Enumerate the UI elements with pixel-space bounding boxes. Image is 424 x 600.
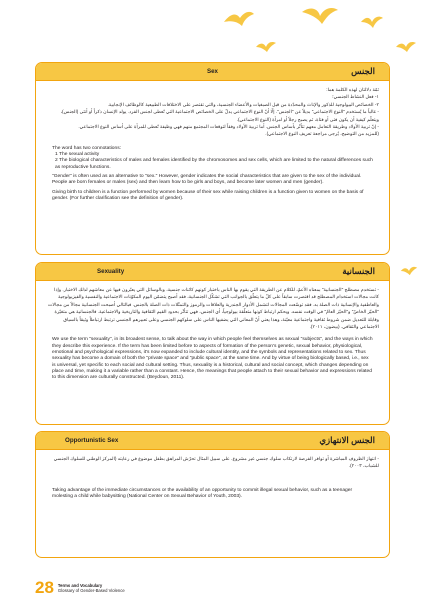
- bird-silhouette-icon: [395, 40, 417, 54]
- arabic-definition: [36, 450, 389, 484]
- english-definition: [36, 142, 389, 211]
- footer-title-block: [58, 583, 125, 593]
- term-title-ar: الجنس الانتهازي: [319, 435, 375, 445]
- arabic-line: ٢- الخصائص البيولوجية للذكور والإناث والمحدّدة من قبل الصبغيات والأعضاء الجنسية، والتي تقتصر على الاختلافات الطبيعية كالوظائف الإنجابية.: [107, 101, 379, 107]
- page-number: 28: [35, 578, 54, 597]
- definition-card-opportunistic-sex: [35, 431, 390, 558]
- card-header: [36, 63, 389, 81]
- definition-card-sex: [35, 62, 390, 255]
- card-header: [36, 263, 389, 281]
- english-intro: The word has two connotations:: [52, 145, 122, 151]
- english-paragraph: "Gender" is often used as an alternative to "sex." However, gender indicates the social characteristics that are given to the sex of the individual. People are born females or males (sex) and then learn how to be girls and boys, and become later women and men (gender).: [52, 174, 362, 186]
- card-header: [36, 432, 389, 450]
- arabic-line: ١- فعل النشاط الجنسي؛: [332, 94, 379, 100]
- definition-card-sexuality: [35, 262, 390, 425]
- english-paragraph: We use the term "sexuality", in its broadest sense, to talk about the way in which people feel themselves as sexual "subjects", and the ways in which they describe this experience. If the term has been limited before to aspects of formation of the person's genetic, sexual behavior, physiological, emotional and psychological expressions, it's now expanded to include cultural identity, and the symbols and representations related to sex. Thus sexuality has become a domain of both the "private space" and "public space", at the same time. And by virtue of being biologically based, i.e., sex is universal, yet specific to each social and cultural setting. Thus, sexuality is a historical, cultural and social concept, which changes depending on place and time, making it a variable rather than a constant. Hence, the meanings that people attach to their sexual behavior and expressions related to this dimension are culturally constructed. (Beydoun, 2011).: [52, 337, 373, 381]
- bird-silhouette-icon: [400, 265, 418, 277]
- bird-silhouette-icon: [300, 4, 340, 26]
- bird-silhouette-icon: [360, 14, 384, 30]
- arabic-line: - غالباً ما يُستخدم "النوع الاجتماعي" بديلاً عن "الجنس". إلّا أنّ النوع الاجتماعي يدلّ على الخصائص الاجتماعية التي تُعطى لجنس الفرد. يولد الإنسان ذكراً أو أنثى (الجنس)، ويتعلّم كيفية أن يكون فتى أو فتاة، ثم يصبح رجلاً أو امرأة (النوع الاجتماعي).: [60, 109, 379, 122]
- footer-subtitle: Glossary of Gender-Based Violence: [57, 588, 125, 593]
- arabic-line: - إنّ تربية الأولاد وطريقة التعامل معهم تتأثّر بأساس الجنس. أما تربية الأولاد وفقاً لتوقعات المجتمع منهم فهي وظيفة تُعطى للمرأة على أساس النوع الاجتماعي.: [78, 124, 379, 130]
- term-title-ar: الجنسانية: [342, 266, 375, 276]
- arabic-definition: [36, 281, 389, 334]
- page-footer: [35, 580, 125, 596]
- english-paragraph: Taking advantage of the immediate circumstances or the availability of an opportunity to commit illegal sexual behavior, such as a teenager molesting a child while babysitting (National Center on Sexual Behavior of Youth, 2003).: [52, 487, 353, 500]
- term-title-en: Sex: [206, 68, 218, 75]
- arabic-paragraph: - انتهاز الظروف المباشرة أو توافر الفرصة لارتكاب سلوك جنسي غير مشروع. على سبيل المثال تحرّش المراهق بطفل موضوع في رعايته (المركز الوطني للسلوك الجنسي للشباب، ٢٠٠٣).: [53, 456, 379, 469]
- term-title-en: Opportunistic Sex: [65, 437, 119, 444]
- english-list-item: 1 The sexual activity: [55, 152, 100, 158]
- english-definition: [36, 484, 389, 510]
- arabic-paragraph: - تستخدم مصطلح "الجنسانية" بمعناه الأعمّ، للكلام عن الطريقة التي يقوم بها الناس باختبار كونهم كائنات جنسية، وبالوسائل التي يعبّرون فيها عن معاشهم لذلك الاختبار. وإذا كانت مجالات استخدام المصطلح قد اقتصرت سابقاً على كلّ ما يتعلّق بالجوانب التي تشكّل الجنسانية، فقد أصبح يتضمّن اليوم المكوّنات الاجتماعية والنفسية والفيزيولوجية والعاطفية والإنسانية ذات الصلة به. فقد توسّعت المجالات لتشمل الأدوار الجندرية والعلاقات والرموز والتمثّلات ذات الصلة بالجنس. فبالتالي أصبحت الجنسانية مجالاً من مجالات "الحيّز الخاصّ" و"الحيّز العامّ" في الوقت نفسه. ويحكم ارتباط كونها متعلّقة بيولوجياً، أي الجنس، فهي تتأثّر بحدود القيم الثقافية والتاريخية والاجتماعية. فالجنسانية هي متغيّرة وقابلة للتعديل ضمن شروط ثقافية واجتماعية معيّنة، وهذا يعني أنّ المعاني التي يضفيها الناس على سلوكهم الجنسي وعلى تعبيرهم الجنسي ترتبط ارتباطاً وثيقاً بالسياق الاجتماعي والثقافي. (بيضون، ٢٠١١).: [48, 287, 379, 330]
- footer-title: Terms and Vocabulary: [57, 583, 103, 588]
- term-title-ar: الجنس: [351, 66, 375, 76]
- english-definition: [36, 334, 389, 390]
- english-paragraph: Giving birth to children is a function performed by women because of their sex while raising children is a function given to women on the basis of gender. (For further clarification see the definition of gender).: [52, 189, 364, 201]
- arabic-definition: [36, 81, 389, 142]
- arabic-line: (للمزيد من التوضيح، يُرجى مراجعة تعريف النوع الاجتماعي).: [265, 131, 379, 137]
- bird-silhouette-icon: [255, 40, 277, 54]
- term-title-en: Sexuality: [97, 268, 125, 275]
- english-list-item: 2 The biological characteristics of males and females identified by the chromosomes and sex cells, which are limited to the natural differences such as reproductive functions.: [55, 158, 373, 170]
- bird-silhouette-icon: [222, 8, 256, 34]
- arabic-line: ثمّة دلالتان لهذه الكلمة هما:: [326, 87, 379, 92]
